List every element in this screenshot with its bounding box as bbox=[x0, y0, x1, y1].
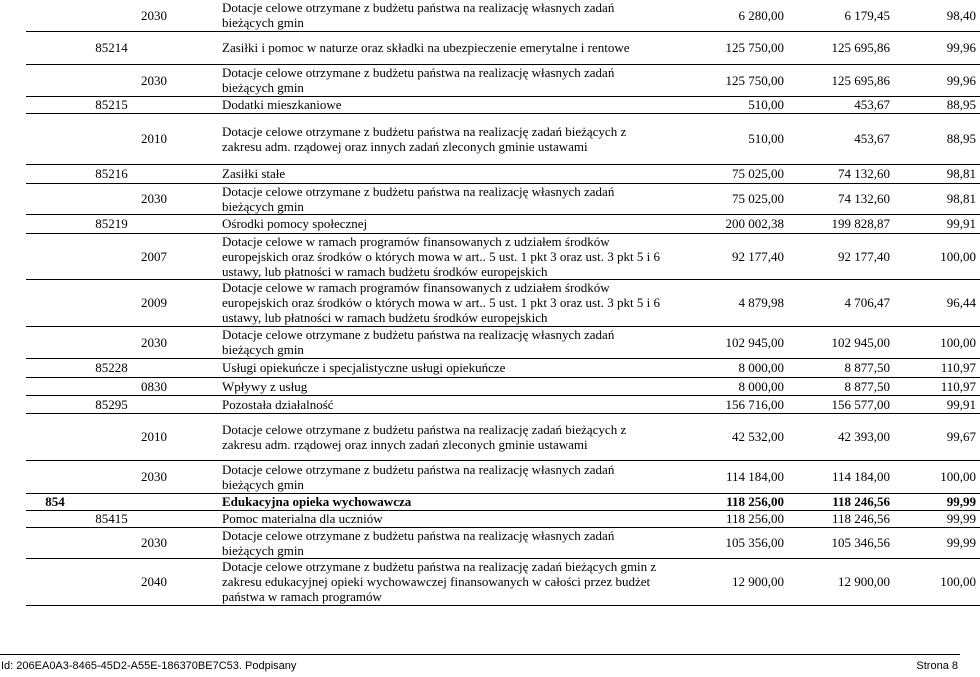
plan-value: 92 177,40 bbox=[732, 248, 784, 264]
plan-value: 8 000,00 bbox=[738, 360, 784, 375]
table-row bbox=[26, 183, 980, 214]
plan-value: 6 280,00 bbox=[738, 7, 784, 23]
description: Dotacje celowe otrzymane z budżetu państwa na realizację własnych zadań bieżących gmin bbox=[222, 327, 615, 357]
description: Dotacje celowe w ramach programów finansowanych z udziałem środków europejskich oraz środków o których mowa w art.. 5 ust. 1 pkt 3 oraz ust. 3 pkt 5 i 6 ustawy, lub płatności w ramach budżetu środków europejskich bbox=[222, 233, 660, 279]
description: Zasiłki i pomoc w naturze oraz składki na ubezpieczenie emerytalne i rentowe bbox=[222, 40, 630, 55]
execution-value: 8 877,50 bbox=[844, 360, 890, 375]
percent-value: 99,96 bbox=[946, 72, 976, 88]
plan-value: 42 532,00 bbox=[732, 429, 784, 444]
description: Dotacje celowe otrzymane z budżetu państwa na realizację zadań bieżących gmin z zakresu edukacyjnej opieki wychowawczej finansowanych w całości przez budżet państwa w ramach programów bbox=[222, 559, 657, 604]
table-row bbox=[26, 460, 980, 493]
plan-value: 75 025,00 bbox=[732, 166, 784, 181]
plan-value: 118 256,00 bbox=[725, 511, 784, 526]
plan-value: 75 025,00 bbox=[732, 191, 784, 206]
plan-value: 200 002,38 bbox=[725, 216, 784, 231]
percent-value: 98,40 bbox=[946, 7, 976, 23]
plan-value: 510,00 bbox=[748, 97, 784, 112]
plan-value: 118 256,00 bbox=[726, 494, 784, 509]
execution-value: 105 346,56 bbox=[831, 535, 890, 550]
table-row bbox=[26, 214, 980, 233]
table-row bbox=[26, 0, 980, 31]
table-row bbox=[26, 493, 980, 510]
plan-value: 8 000,00 bbox=[738, 378, 784, 394]
percent-value: 99,67 bbox=[946, 429, 976, 444]
execution-value: 114 184,00 bbox=[831, 469, 890, 484]
percent-value: 100,00 bbox=[940, 469, 976, 484]
percent-value: 98,81 bbox=[946, 191, 976, 206]
table-row bbox=[26, 558, 980, 605]
table-row bbox=[26, 358, 980, 377]
classification-code: 2009 bbox=[141, 295, 167, 310]
percent-value: 99,99 bbox=[946, 494, 976, 509]
classification-code: 2007 bbox=[141, 248, 167, 264]
execution-value: 74 132,60 bbox=[838, 191, 890, 206]
document-id: Id: 206EA0A3-8465-45D2-A55E-186370BE7C53. Podpisany bbox=[1, 660, 297, 672]
execution-value: 118 246,56 bbox=[831, 511, 890, 526]
classification-code: 0830 bbox=[141, 378, 167, 394]
percent-value: 99,99 bbox=[946, 535, 976, 550]
classification-code: 85295 bbox=[95, 396, 128, 412]
description: Dotacje celowe otrzymane z budżetu państwa na realizację własnych zadań bieżących gmin bbox=[222, 183, 615, 214]
description: Dodatki mieszkaniowe bbox=[222, 97, 342, 112]
percent-value: 110,97 bbox=[940, 360, 976, 375]
percent-value: 99,99 bbox=[946, 511, 976, 526]
execution-value: 42 393,00 bbox=[838, 429, 890, 444]
description: Dotacje celowe otrzymane z budżetu państwa na realizację własnych zadań bieżących gmin bbox=[222, 527, 615, 558]
execution-value: 453,67 bbox=[854, 131, 890, 146]
table-row bbox=[26, 413, 980, 460]
percent-value: 99,91 bbox=[946, 216, 976, 231]
description: Dotacje celowe otrzymane z budżetu państwa na realizację własnych zadań bieżących gmin bbox=[222, 0, 615, 31]
execution-value: 12 900,00 bbox=[838, 574, 890, 589]
classification-code: 2030 bbox=[141, 535, 167, 550]
plan-value: 4 879,98 bbox=[738, 295, 784, 310]
execution-value: 6 179,45 bbox=[844, 7, 890, 23]
table-row bbox=[26, 279, 980, 326]
execution-value: 92 177,40 bbox=[838, 248, 890, 264]
percent-value: 88,95 bbox=[946, 97, 976, 112]
table-row bbox=[26, 527, 980, 558]
percent-value: 96,44 bbox=[946, 295, 976, 310]
percent-value: 99,96 bbox=[946, 40, 976, 55]
percent-value: 110,97 bbox=[940, 378, 976, 394]
plan-value: 105 356,00 bbox=[725, 535, 784, 550]
table-row bbox=[26, 233, 980, 279]
plan-value: 156 716,00 bbox=[725, 396, 784, 412]
classification-code: 85214 bbox=[95, 40, 128, 55]
description: Edukacyjna opieka wychowawcza bbox=[222, 494, 412, 509]
plan-value: 102 945,00 bbox=[725, 334, 784, 350]
execution-value: 118 246,56 bbox=[832, 494, 890, 509]
execution-value: 8 877,50 bbox=[844, 378, 890, 394]
plan-value: 12 900,00 bbox=[732, 574, 784, 589]
percent-value: 99,91 bbox=[946, 396, 976, 412]
classification-code: 85219 bbox=[95, 216, 128, 231]
description: Dotacje celowe otrzymane z budżetu państwa na realizację zadań bieżących z zakresu adm. rządowej oraz innych zadań zleconych gminie ustawami bbox=[222, 123, 627, 154]
classification-code: 2010 bbox=[141, 131, 167, 146]
classification-code: 2030 bbox=[141, 191, 167, 206]
description: Dotacje celowe otrzymane z budżetu państwa na realizację własnych zadań bieżących gmin bbox=[222, 461, 615, 492]
classification-code: 2040 bbox=[141, 574, 167, 589]
budget-table bbox=[26, 0, 980, 606]
description: Usługi opiekuńcze i specjalistyczne usługi opiekuńcze bbox=[222, 360, 506, 375]
description: Pozostała działalność bbox=[222, 396, 334, 412]
execution-value: 125 695,86 bbox=[831, 40, 890, 55]
execution-value: 125 695,86 bbox=[831, 72, 890, 88]
description: Dotacje celowe w ramach programów finansowanych z udziałem środków europejskich oraz środków o których mowa w art.. 5 ust. 1 pkt 3 oraz ust. 3 pkt 5 i 6 ustawy, lub płatności w ramach budżetu środków europejskich bbox=[222, 280, 660, 325]
classification-code: 85216 bbox=[95, 166, 128, 181]
percent-value: 100,00 bbox=[940, 574, 976, 589]
table-row bbox=[26, 113, 980, 164]
classification-code: 2030 bbox=[141, 7, 167, 23]
description: Dotacje celowe otrzymane z budżetu państwa na realizację własnych zadań bieżących gmin bbox=[222, 65, 615, 95]
table-row bbox=[26, 377, 980, 395]
execution-value: 453,67 bbox=[854, 97, 890, 112]
description: Pomoc materialna dla uczniów bbox=[222, 511, 383, 526]
description: Dotacje celowe otrzymane z budżetu państwa na realizację zadań bieżących z zakresu adm. rządowej oraz innych zadań zleconych gminie ustawami bbox=[222, 421, 627, 452]
percent-value: 88,95 bbox=[946, 131, 976, 146]
execution-value: 156 577,00 bbox=[831, 396, 890, 412]
description: Wpływy z usług bbox=[222, 378, 308, 394]
percent-value: 98,81 bbox=[946, 166, 976, 181]
execution-value: 102 945,00 bbox=[831, 334, 890, 350]
table-row bbox=[26, 510, 980, 527]
classification-code: 854 bbox=[45, 494, 65, 509]
classification-code: 2030 bbox=[141, 334, 167, 350]
classification-code: 85215 bbox=[95, 97, 128, 112]
table-row bbox=[26, 31, 980, 64]
execution-value: 199 828,87 bbox=[831, 216, 890, 231]
description: Zasiłki stałe bbox=[222, 166, 286, 181]
plan-value: 114 184,00 bbox=[725, 469, 784, 484]
table-row bbox=[26, 96, 980, 113]
description: Ośrodki pomocy społecznej bbox=[222, 216, 368, 231]
table-row bbox=[26, 395, 980, 413]
page-footer bbox=[0, 654, 960, 677]
classification-code: 2010 bbox=[141, 429, 167, 444]
plan-value: 125 750,00 bbox=[725, 40, 784, 55]
classification-code: 85415 bbox=[95, 511, 128, 526]
plan-value: 510,00 bbox=[748, 131, 784, 146]
execution-value: 74 132,60 bbox=[838, 166, 890, 181]
classification-code: 85228 bbox=[95, 360, 128, 375]
plan-value: 125 750,00 bbox=[725, 72, 784, 88]
classification-code: 2030 bbox=[141, 469, 167, 484]
percent-value: 100,00 bbox=[940, 248, 976, 264]
table-row bbox=[26, 64, 980, 96]
table-row bbox=[26, 326, 980, 358]
page-number: Strona 8 bbox=[916, 660, 958, 672]
percent-value: 100,00 bbox=[940, 334, 976, 350]
classification-code: 2030 bbox=[141, 72, 167, 88]
execution-value: 4 706,47 bbox=[844, 295, 890, 310]
table-row bbox=[26, 164, 980, 183]
